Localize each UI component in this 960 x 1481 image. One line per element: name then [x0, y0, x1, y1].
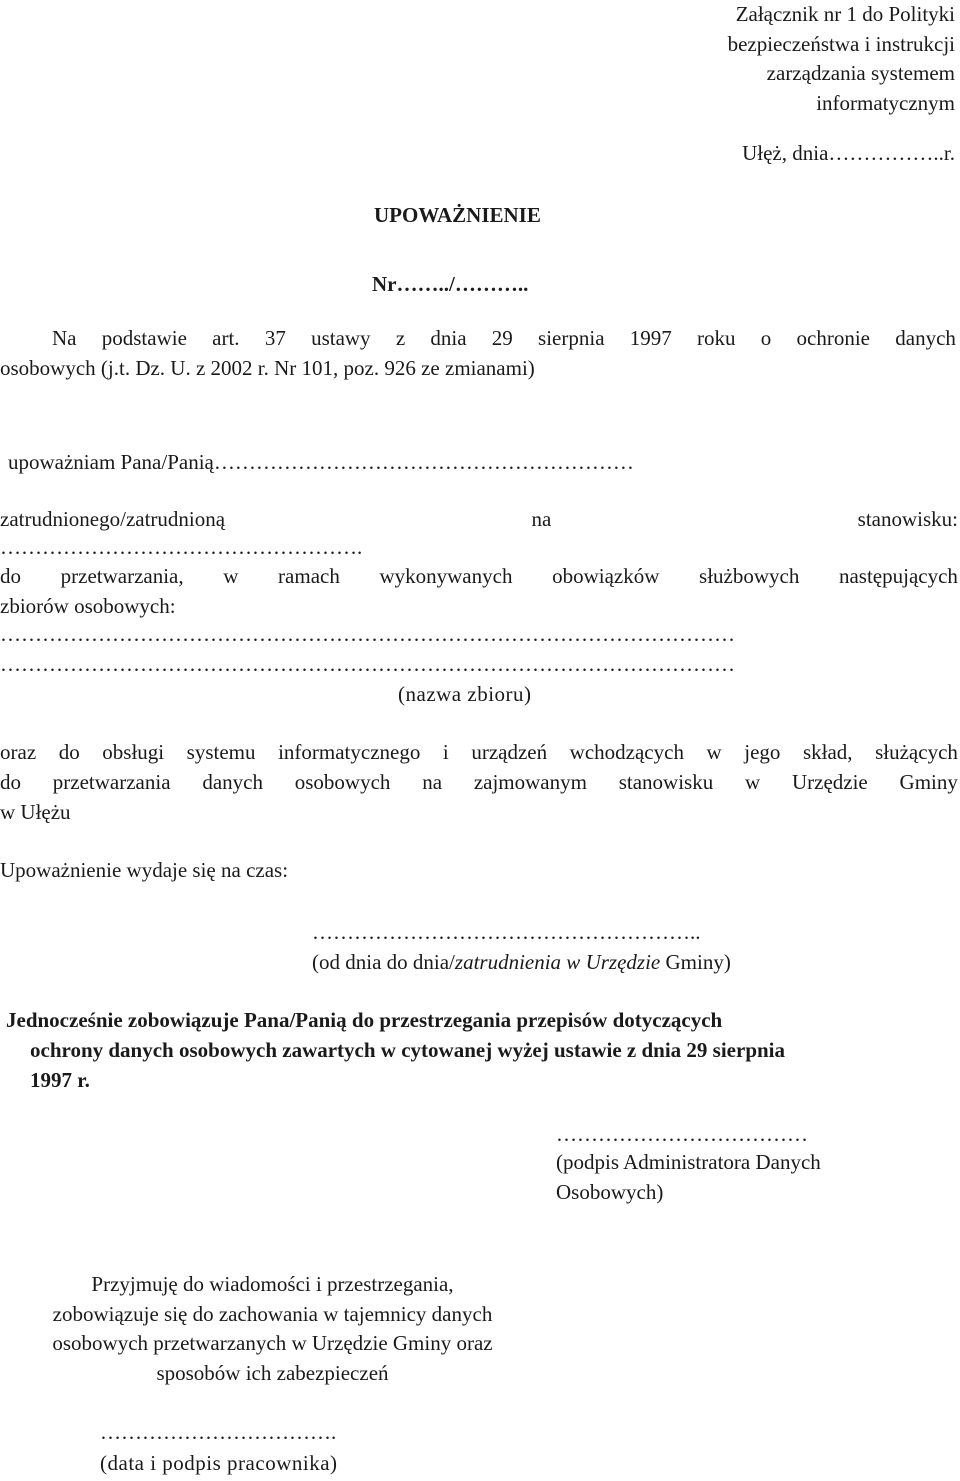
place-date: Ułęż, dnia……………..r. [742, 141, 955, 165]
obligation-line2: ochrony danych osobowych zawartych w cytowanej wyżej ustawie z dnia 29 sierpnia [30, 1038, 786, 1062]
word: obowiązków [552, 564, 660, 588]
word: oraz [0, 740, 37, 764]
duration-caption-normal: (od dnia do dnia/ [312, 950, 455, 974]
word: art. [212, 326, 240, 350]
obligation-line1: Jednocześnie zobowiązuje Pana/Panią do przestrzegania przepisów dotyczących [6, 1008, 723, 1032]
dataset-dots-2: …………………………………………………………………………………………… [0, 652, 735, 676]
acknowledgement-line: zobowiązuje się do zachowania w tajemnicy danych [52, 1301, 493, 1326]
system-access-line2 [0, 770, 958, 795]
word: ochronie [796, 326, 871, 350]
system-access-line1 [0, 740, 958, 765]
word: 37 [264, 326, 286, 350]
word: danych [202, 770, 263, 794]
dataset-caption: (nazwa zbioru) [398, 682, 532, 706]
word: stanowisku [618, 770, 714, 794]
obligation-line3: 1997 r. [30, 1068, 90, 1092]
word: Urzędzie [791, 770, 868, 794]
word: danych [895, 326, 956, 350]
word: osobowych [294, 770, 391, 794]
duration-caption-italic: zatrudnienia w Urzędzie [454, 950, 661, 974]
employee-signature-caption: (data i podpis pracownika) [100, 1451, 338, 1475]
duration-dots: ……………………………………………….. [312, 920, 701, 944]
word: w [706, 740, 722, 764]
system-access-line3: w Ułężu [0, 800, 71, 824]
acknowledgement-line: Przyjmuję do wiadomości i przestrzegania, [91, 1272, 454, 1296]
word: na [422, 770, 443, 794]
dataset-dots-1: …………………………………………………………………………………………… [0, 622, 735, 646]
document-title: UPOWAŻNIENIE [374, 203, 541, 227]
employee-signature-dots: ……………………………. [100, 1420, 337, 1444]
word: ramach [278, 564, 340, 588]
duration-label: Upoważnienie wydaje się na czas: [0, 858, 289, 882]
acknowledgement-line: sposobów ich zabezpieczeń [156, 1360, 389, 1385]
word: obsługi [102, 740, 165, 764]
word: z [395, 326, 406, 350]
word: skład, [802, 740, 853, 764]
admin-signature-dots: ……………………………… [556, 1122, 808, 1146]
attachment-line: bezpieczeństwa i instrukcji [727, 31, 955, 56]
word: do [0, 770, 21, 794]
attachment-line: informatycznym [816, 90, 955, 115]
attachment-line: zarządzania systemem [766, 61, 955, 85]
admin-signature-caption-2: Osobowych) [556, 1180, 664, 1204]
document-number: Nr……../……….. [372, 272, 529, 296]
word: ustawy [311, 326, 371, 350]
word: przetwarzania [52, 770, 171, 794]
word: informatycznego [278, 740, 421, 764]
word: jego [744, 740, 781, 764]
admin-signature-caption-1: (podpis Administratora Danych [556, 1150, 821, 1174]
word: sierpnia [538, 326, 605, 350]
word: podstawie [101, 326, 187, 350]
word: dnia [430, 326, 467, 350]
word: Gminy [899, 770, 958, 794]
word: zajmowanym [473, 770, 587, 794]
legal-basis-line1 [52, 326, 956, 351]
word: przetwarzania, [60, 564, 184, 588]
word: wykonywanych [379, 564, 513, 588]
employed-line [0, 507, 958, 532]
authorize-line: upoważniam Pana/Panią…………………………………………………… [8, 450, 634, 474]
word: 1997 [629, 326, 672, 350]
word: następujących [838, 564, 958, 588]
word: o [760, 326, 772, 350]
position-dots: ……………………………………………. [0, 535, 363, 559]
word: w [745, 770, 761, 794]
word: 29 [491, 326, 513, 350]
legal-basis-line2: osobowych (j.t. Dz. U. z 2002 r. Nr 101, poz. 926 ze zmianami) [0, 356, 535, 380]
word: urządzeń [471, 740, 548, 764]
word: Na [52, 326, 77, 350]
duration-caption-end: Gminy) [660, 950, 731, 974]
employee-acknowledgement [0, 1270, 545, 1388]
word: systemu [186, 740, 256, 764]
acknowledgement-line: osobowych przetwarzanych w Urzędzie Gminy oraz [52, 1331, 493, 1355]
word: wchodzących [569, 740, 684, 764]
word: roku [697, 326, 736, 350]
word: w [223, 564, 239, 588]
word: do [0, 564, 21, 588]
processing-line2: zbiorów osobowych: [0, 594, 176, 618]
word: służbowych [699, 564, 800, 588]
processing-line1 [0, 564, 958, 589]
attachment-line: Załącznik nr 1 do Polityki [735, 2, 955, 26]
word: zatrudnionego/zatrudnioną [0, 507, 226, 531]
word: do [58, 740, 80, 764]
word: i [442, 740, 449, 764]
word: stanowisku: [857, 507, 958, 531]
word: na [531, 507, 552, 531]
attachment-note [555, 0, 955, 118]
duration-caption [312, 950, 731, 975]
word: służących [875, 740, 958, 764]
